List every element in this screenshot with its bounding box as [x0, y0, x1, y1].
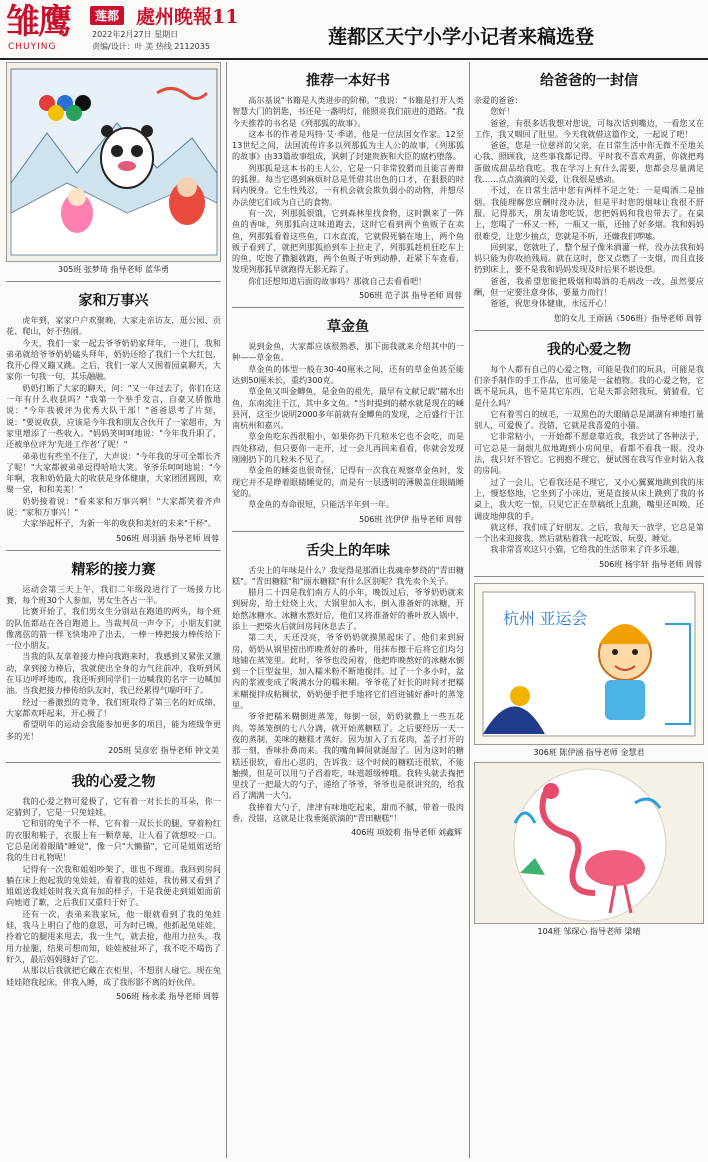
- letter-salutation: 亲爱的爸爸：: [474, 95, 523, 105]
- article-paragraph: 比赛开始了，我们男女生分别站在跑道的两头，每个班的队伍都站在各自跑道上。当裁判员一声令下，小朋友们就像离弦的箭一样飞快地冲了出去，一棒一棒把接力棒传给下一位小朋友。: [6, 606, 221, 651]
- article-paragraph: 草金鱼又叫金鲫鱼，是金鱼的祖先，最早有文献记载"赭水出鱼，东南流注于江，其中多文鱼。"当时提到的赭水就是现在的嵊县河，这至少说明2000多年前就有金鲫鱼的发现，之后盛行于江南杭州和嘉兴。: [232, 386, 464, 431]
- newspaper-name: 處州晚報11: [136, 6, 239, 28]
- photo-caption: 305班 张梦琦 指导老师 蓝华勇: [58, 265, 169, 274]
- column-middle: [232, 62, 464, 1158]
- article-paragraph: 我的心爱之物可爱极了，它有着一对长长的耳朵，你一定猜到了，它是一只兔娃娃。: [6, 795, 221, 818]
- article-paragraph: 希望明年的运动会我能参加更多的项目，能为班级争更多的光！: [6, 719, 221, 741]
- article-paragraph: 爸爸，有很多话我想对您说，可每次话到嘴边，一看您又在工作，我又咽回了肚里。今天我就借这篇作文，一起说了吧！: [474, 117, 704, 139]
- logo-subtitle: CHUYING: [8, 42, 57, 52]
- article-paragraph: 我非常喜欢这只小猫，它给我的生活带来了许多乐趣。: [490, 544, 685, 555]
- article-byline: 506班 杨宇轩 指导老师 周蓉: [599, 559, 702, 569]
- column-divider: [226, 62, 227, 1158]
- article-paragraph: 有一次，列那狐很饿，它到森林里找食物，这时飘来了一阵鱼的香味，列那狐向这味道跑去，这时它看到两个鱼贩子在卖鱼，列那狐看着这些鱼，口水直流，它就假死躺在地上，两个鱼贩子看到了，就把列那狐拾到车上拉走了，列那狐趁机狂吃车上的鱼，吃饱了撒腿就跑，两个鱼贩子听到动静，赶紧下车查看，发现列那狐早就跑得无影无踪了。: [232, 207, 464, 275]
- article-paragraph: 腊月二十四是我们南方人的小年，晚饭过后，爷爷奶奶就来到厨房，给土灶烧上火，大锅里加入水，倒入准备好的冰糖，开始熬冰糖水。冰糖水熬好后，他们又将准备好的番叶放入锅中，添上一把柴火后就回房间休息去了。: [232, 587, 464, 631]
- section-tag: 莲都: [90, 6, 124, 25]
- article-paragraph: 草金鱼吃东西很粗小，如果你扔下几粒米它也不会吃，而是四处移动，但只要你一走开，过一会儿再回来看看，你就会发现刚刚扔下的几粒米不见了。: [232, 431, 464, 465]
- issue-meta: [92, 29, 210, 53]
- photo-caption: 306班 陈伊涵 指导老师 金慧君: [533, 747, 645, 757]
- article-paragraph: 不过，在日常生活中您有两样不足之处：一是喝酒二是抽烟。我能理解您应酬时没办法，但是平时您的烟味让我很不舒服。记得那天，朋友请您吃饭，您把妈妈和我也带去了。在桌上，您喝了一杯又一杯，一瓶又一瓶，还抽了好多烟。我和妈妈很难受，让您少抽点，您就是不听，还嫌我们啰嗦。: [474, 185, 704, 241]
- article-title: 家和万事兴: [78, 293, 149, 309]
- article-byline: 406班 项姣莉 指导老师 刘鑫辉: [351, 828, 462, 838]
- article-paragraph: 回到家，您就吐了，整个屋子像米酒灌一样，没办法我和妈妈只能为你收拾残局。就在这时，您又点燃了一支烟，而且直接扔到床上，要不是我和妈妈发现及时后果不堪设想。: [474, 241, 704, 275]
- article-paragraph: 你们还想知道后面的故事吗？那就自己去看看吧！: [248, 275, 427, 286]
- article-title: 草金鱼: [327, 319, 369, 336]
- article-paragraph: 大家举起杯子，为新一年的收获和美好的未来"干杯"。: [22, 518, 216, 529]
- article-title: 精彩的接力赛: [71, 561, 156, 578]
- logo: 雏鹰: [6, 2, 70, 42]
- article-paragraph: 虎年到，家家户户欢聚晚，大家走亲访友，逛公园、贡花、爬山，好不热闹。: [6, 315, 221, 337]
- article-paragraph: 运动会第三天上午，我们二年级段进行了一场接力比赛，每个班30个人参加，男女生各占一半。: [6, 583, 221, 605]
- student-drawing-asian-games: [474, 583, 704, 745]
- article-paragraph: 高尔基说"书籍是人类进步的阶梯。"我说："书籍是打开人类智慧大门的钥匙，书还是一盏明灯，能照亮我们前进的道路。"我今天推荐的书名是《列那狐的故事》。: [232, 95, 464, 128]
- article-paragraph: 爷爷把糯米糊倒进蒸笼，每倒一层，奶奶就撒上一些五花肉。等蒸笼倒的七八分满，就开始蒸糖糕了。之后要经历一天一夜的蒸制，美味的糖糕才蒸好。因为加入了五花肉，盖子打开的那一刻，香味扑鼻而来。我的嘴角瞬间就涎湿了。因为这时的糖糕还很软，看出心思的，告诉我：这个时候的糖糕还很软，不能触摸，但是可以用勺子舀着吃，味道超级棒哦。我转头就去掏把里找了一把最大的勺子，递给了爷爷，爷爷也是很讲究的，给我舀了满满一大勺。: [232, 711, 464, 801]
- article-paragraph: 列那狐是这本书的主人公，它是一只非常狡猾而且能言善辩的狐狸。每当它遇到麻烦时总是凭借其出色的口才，在狠狠的时间内脱身。它生性残忍，一有机会就会欺负弱小的动物，并想尽办法使它们成为自己的食物。: [232, 162, 464, 207]
- article-byline: 506班 沈伊伊 指导老师 周蓉: [359, 514, 462, 524]
- article-paragraph: 第二天，天还没亮，爷爷奶奶就摸黑起床了。他们来到厨房，奶奶从锅里捞出昨晚煮好的番叶，用抹布擦干后将它们均匀地铺在蒸笼里。此时，爷爷也没闲着，他把昨晚熬好的冰糖水倒到一个巨型盆里，加入糯米粉不断地搅拌。过了一个多小时，盆内的浆液变成了吸满水分的糯米糊。爷爷花了好长的时间才把糯米糊搅拌成粘稠状，奶奶便手把手地将它们舀进铺好番叶的蒸笼里。: [232, 632, 464, 711]
- letter-greeting: 您好！: [490, 106, 515, 117]
- column-left: [6, 62, 221, 1158]
- article-title: 我的心爱之物: [71, 773, 156, 790]
- article-title: 舌尖上的年味: [306, 542, 390, 559]
- article-paragraph: 奶奶打断了大家的聊天，问："又一年过去了，你们在这一年有什么收获吗？"我第一个举手发言，自豪又骄傲地说："今年我被评为优秀大队干部！"爸爸思考了片刻，说："要说收获，应该是今年我和朋友合伙开了一家超市，为家里增添了一些收入。"妈妈笑呵呵地说："今年我升职了，还被单位评为'先进工作者'了呢！": [6, 382, 221, 450]
- article-byline: 205班 吴彦宏 指导老师 钟文美: [108, 745, 219, 755]
- column-right: [474, 62, 704, 1158]
- article-paragraph: 过了一会儿，它看我还是不理它，又小心翼翼地跳到我的床上，慢悠悠地，它坐到了小床边，更是直接从床上跳到了我的书桌上，我大吃一惊，只见它正在草稿纸上乱跳，嘴里还叫唤，还调皮地伸我的手。: [474, 476, 704, 521]
- article-title: 我的心爱之物: [547, 341, 631, 358]
- article-paragraph: 它非常粘小，一开始都不愿意靠近我，我尝试了各种法子，可它总是一溜烟儿似地跑到小房间里，看都不看我一眼。没办法，我只好不管它。它拥抱不理它，便试图在我写作业时钻入我的房间。: [474, 431, 704, 476]
- article-byline: 506班 周羽涵 指导老师 周蓉: [116, 533, 219, 543]
- article-paragraph: 经过一番激烈的竞争，我们班取得了第三名的好成绩，大家都欢呼起来，开心极了！: [6, 696, 221, 718]
- drawing-illustration: [475, 584, 704, 744]
- article-paragraph: 这本书的作者是玛特·艾·季诺，他是一位法国女作家。12至13世纪之间，法国流传许多以列那狐为主人公的故事，《列那狐的故事》由33篇故事组成，讽刺了封建贵族和大臣的腐朽堕落。: [232, 128, 464, 162]
- drawing-handwriting: 杭州 亚运会: [503, 610, 588, 628]
- article-paragraph: 当我的队友拿着接力棒向我跑来时，我感到又紧张又激动，拿到接力棒后，我就使出全身的力气往前冲，我听到风在耳边呼呼地吹，我还听到同学们一边喊我的名字一边喊加油。当我把接力棒传给队友时，我已经累得气喘吁吁了。: [6, 651, 221, 696]
- article-paragraph: 草金鱼的睡姿也很奇怪，记得有一次我在观察草金鱼时，发现它并不是睁着眼睛睡觉的，而是有一层透明的薄膜盖住眼睛睡觉的。: [232, 465, 464, 498]
- article-paragraph: 爸爸，祝您身体健康，永远开心！: [490, 298, 612, 309]
- article-paragraph: 爸爸，我希望您能把吸烟和喝酒的毛病改一改，虽然要应酬，但一定要注意身体，要量力而行！: [474, 275, 704, 298]
- article-paragraph: 草金鱼的体型一般在30-40厘米之间，还有的草金鱼甚至能达到50厘米长，重约300克。: [232, 363, 464, 385]
- article-title: 给爸爸的一封信: [540, 73, 638, 89]
- drawing-illustration: [7, 63, 221, 261]
- article-paragraph: 它和别的兔子不一样，它有着一双长长的腿，穿着粉红的衣服和鞋子，衣服上有一颗草莓，让人看了就想咬一口。它总是闭着眼睛"睡觉"，像一只"大懒猫"，它可是姐姐送给我的生日礼物呢！: [6, 818, 221, 863]
- article-paragraph: 奶奶接着说："看来家和万事兴啊！"大家都笑着齐声说："家和万事兴！": [6, 495, 221, 518]
- article-paragraph: 弟弟也有些坐不住了，大声说："今年我的牙可全都长齐了呢！"大家都被弟弟逗得哈哈大笑。爷爷乐呵呵地说："今年啊，我和奶奶最大的收获是身体健康，大家团团圆圆，欢聚一堂，和和美美！": [6, 450, 221, 495]
- article-paragraph: 它有着雪白的绒毛，一双黑色的大眼睛总是湖湖有神地打量别人，可爱极了。没错，它就是我喜爱的小猫。: [474, 408, 704, 431]
- article-paragraph: 就这样，我们成了好朋友。之后，我每天一放学，它总是第一个出来迎接我，然后就粘着我一起吃饭、玩耍、睡觉。: [474, 521, 704, 544]
- page-headline: 莲都区天宁小学小记者来稿选登: [328, 26, 595, 48]
- article-byline: 506班 杨永柔 指导老师 周蓉: [116, 991, 219, 1001]
- masthead: [0, 0, 708, 60]
- article-paragraph: 还有一次，表弟来我家玩，他一眼就看到了我的兔娃娃，我马上明白了他的意思，可为时已晚，他抓起兔娃娃，拎着它的腿甩来甩去，我一生气，就去抢，他用力拉头，我用力扯腿，结果可想而知，娃娃被扯坏了，我不吃不喝伤了好久，最后妈妈缝好了它。: [6, 908, 221, 964]
- article-paragraph: 每个人都有自己的心爱之物，可能是我们的玩具，可能是我们亲手制作的手工作品，也可能是一盆植物。我的心爱之物，它既不是玩具，也不是其它东西，它是天都会陪我玩，猜猜看，它是什么吗？: [474, 363, 704, 408]
- drawing-illustration: [475, 763, 704, 923]
- article-byline: 506班 范子淇 指导老师 周蓉: [359, 291, 462, 301]
- article-paragraph: 舌尖上的年味是什么？我觉得是那酒让我魂牵梦绕的"青田糖糕"。"青田糖糕"和"丽水糖糕"有什么区别呢？我先卖个关子。: [232, 564, 464, 586]
- column-divider: [469, 62, 470, 1158]
- article-paragraph: 从那以后我就把它藏在衣柜里，不想别人碰它。现在兔娃娃陪我起床，伴我入睡，成了我形影不离的好伙伴。: [6, 965, 221, 987]
- article-paragraph: 草金鱼的寿命很短，只能活半年到一年。: [248, 499, 394, 510]
- student-drawing-olympics: [6, 62, 221, 262]
- article-paragraph: 今天，我们一家一起去爷爷奶奶家拜年，一进门，我和弟弟就给爷爷奶奶磕头拜年，奶奶还给了我们一个大红包，我开心得又蹦又跳。之后，我们一家人又围着园桌聊天，大家你一句我一句，其乐融融。: [6, 337, 221, 382]
- photo-caption: 104班 邹琛心 指导老师 梁晴: [537, 926, 641, 936]
- student-drawing-flamingo: [474, 762, 704, 924]
- issue-date: 2022年2月27日 星期日: [92, 30, 179, 39]
- article-byline: 您的女儿 王雨涵（506班）指导老师 周蓉: [553, 313, 702, 323]
- editor-info: 责编/设计：叶 美 热线 2112035: [92, 42, 210, 51]
- article-title: 推荐一本好书: [306, 73, 390, 89]
- article-paragraph: 记得有一次我和姐姐吵架了，谁也不理谁。我回到房间躺在床上抱起我的兔娃娃，看着我的娃娃，我仿佛又看到了姐姐送我娃娃时我天真有加的样子，于是我便走到姐姐面前向她道了歉，之后我们又重归于好了。: [6, 863, 221, 908]
- article-paragraph: 说到金鱼，大家都应该很熟悉，那下面我就来介绍其中的一种——草金鱼。: [232, 341, 464, 363]
- article-paragraph: 爸爸，您是一位慈祥的父亲，在日常生活中你无微不至地关心我、照顾我，这些事我都记得。平时我不喜欢鸡蛋，你就把鸡蛋做成甜品给我吃。我在学习上有什么需要，您都会尽量满足我……点点滴滴的关爱，让我很是感动。: [474, 140, 704, 185]
- article-paragraph: 我捧着大勺子，津津有味地吃起来，甜而不腻，带着一股肉香，没错，这就是让我垂涎欲滴的"青田糖糕"！: [232, 801, 464, 824]
